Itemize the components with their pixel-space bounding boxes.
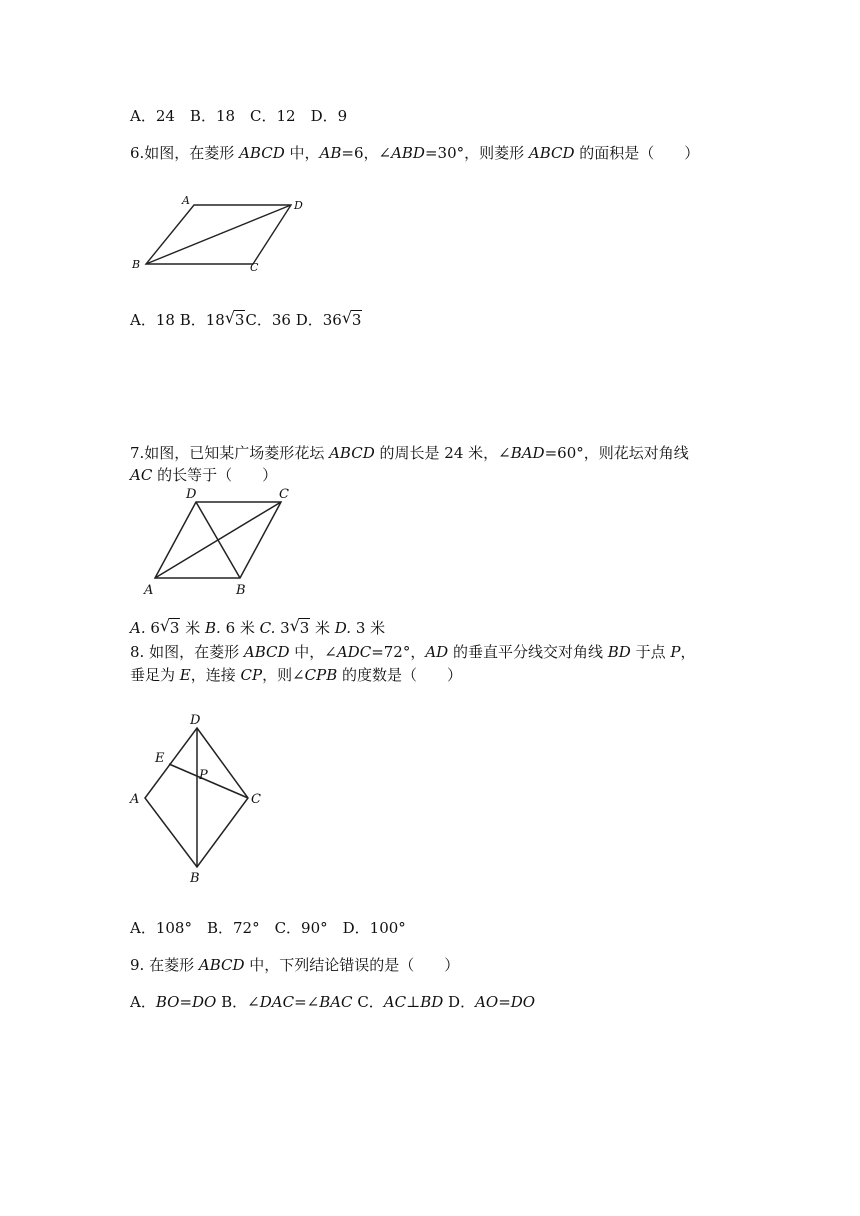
q8-stem-line1: 8. 如图，在菱形 ABCD 中，∠ADC=72°，AD 的垂直平分线交对角线 BD 于点 P， — [130, 643, 696, 661]
q6-options: A．18 B．18√ 3C．36 D．36√ 3 — [130, 310, 362, 330]
q8-label-e: E — [155, 751, 165, 766]
q7-label-a: A — [144, 583, 154, 598]
q7-options: A. 6√ 3 米 B. 6 米 C. 3√ 3 米 D. 3 米 — [130, 618, 385, 638]
q7-stem-line2: AC 的长等于（ ） — [130, 466, 278, 484]
q9-options: A．BO=DO B．∠DAC=∠BAC C．AC⊥BD D．AO=DO — [130, 993, 536, 1011]
q8-stem-line2: 垂足为 E，连接 CP，则∠CPB 的度数是（ ） — [130, 666, 463, 684]
q6-label-b: B — [132, 258, 141, 271]
q9-stem: 9. 在菱形 ABCD 中，下列结论错误的是（ ） — [130, 956, 460, 974]
q6-label-a: A — [182, 194, 190, 207]
sqrt-symbol: √ 3 — [160, 618, 181, 638]
q6-label-d: D — [294, 199, 303, 212]
q8-label-d: D — [190, 713, 201, 728]
q6-stem: 6.如图，在菱形 ABCD 中，AB=6，∠ABD=30°，则菱形 ABCD 的面积是（ ） — [130, 144, 700, 162]
sqrt-symbol: √ 3 — [290, 618, 311, 638]
q7-stem-line1: 7.如图，已知某广场菱形花坛 ABCD 的周长是 24 米，∠BAD=60°，则花坛对角线 — [130, 444, 689, 462]
sqrt-symbol: √ 3 — [225, 310, 246, 330]
q8-label-p: P — [199, 768, 208, 783]
q8-label-b: B — [190, 871, 200, 886]
q7-label-c: C — [279, 487, 289, 502]
q8-options: A．108° B．72° C．90° D．100° — [130, 919, 406, 937]
q8-label-a: A — [130, 792, 140, 807]
q8-label-c: C — [251, 792, 261, 807]
sqrt-symbol: √ 3 — [342, 310, 363, 330]
q7-label-b: B — [236, 583, 246, 598]
q7-label-d: D — [186, 487, 197, 502]
q5-options: A．24 B．18 C．12 D．9 — [130, 107, 348, 125]
q6-label-c: C — [250, 261, 259, 274]
